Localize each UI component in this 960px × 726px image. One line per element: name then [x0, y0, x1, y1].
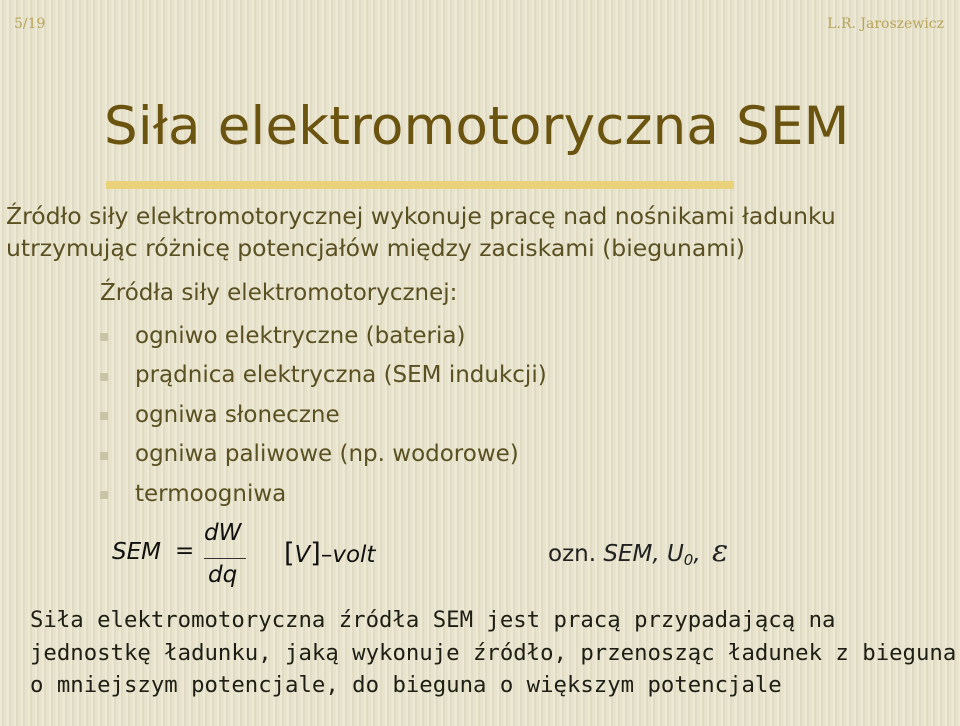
unit-name: volt — [332, 542, 376, 568]
sources-heading: Źródła siły elektromotorycznej: — [100, 280, 458, 306]
list-item — [100, 435, 547, 475]
sources-list — [100, 316, 547, 514]
page-number: 5/19 — [14, 16, 46, 32]
title-underline — [106, 181, 734, 189]
list-item-label: ogniwa paliwowe (np. wodorowe) — [135, 441, 519, 468]
list-item-label: ogniwa słoneczne — [135, 401, 340, 428]
unit-close-bracket: ] — [310, 538, 321, 569]
list-item-label: ogniwo elektryczne (bateria) — [135, 322, 466, 349]
notation-symbols: SEM, U — [603, 541, 684, 567]
formula-unit — [284, 538, 375, 569]
bullet-icon — [100, 333, 108, 341]
formula-denominator: dq — [208, 562, 238, 588]
list-item-label: termoogniwa — [135, 480, 287, 507]
list-item — [100, 474, 547, 514]
formula-equals: = — [175, 538, 195, 564]
list-item — [100, 395, 547, 435]
intro-text: Źródło siły elektromotorycznej wykonuje pracę nad nośnikami ładunku utrzymując różnicę potencjałów między zaciskami (biegunami) — [6, 202, 836, 262]
author-name: L.R. Jaroszewicz — [827, 16, 944, 32]
bullet-icon — [100, 412, 108, 420]
bullet-icon — [100, 373, 108, 381]
notation — [548, 534, 728, 569]
fraction-bar — [204, 558, 246, 559]
bullet-icon — [100, 452, 108, 460]
bullet-icon — [100, 491, 108, 499]
notation-prefix: ozn. — [548, 541, 597, 567]
notation-separator: , — [693, 541, 701, 567]
definition-text: Siła elektromotoryczna źródła SEM jest pracą przypadającą na jednostkę ładunku, jaką wykonuje źródło, przenosząc ładunek z bieguna o mniejszym potencjale, do bieguna o większym potencjale — [30, 607, 957, 698]
unit-dash: – — [320, 542, 333, 568]
unit-symbol: V — [294, 542, 311, 568]
notation-subscript: 0 — [683, 551, 694, 569]
sem-formula — [112, 520, 412, 592]
unit-open-bracket: [ — [284, 538, 295, 569]
formula-lhs: SEM — [112, 539, 161, 565]
formula-numerator: dW — [204, 520, 242, 546]
slide-title: Siła elektromotoryczna SEM — [104, 96, 850, 157]
list-item — [100, 316, 547, 356]
list-item — [100, 356, 547, 396]
epsilon-symbol: ε — [711, 534, 729, 569]
list-item-label: prądnica elektryczna (SEM indukcji) — [135, 362, 547, 389]
